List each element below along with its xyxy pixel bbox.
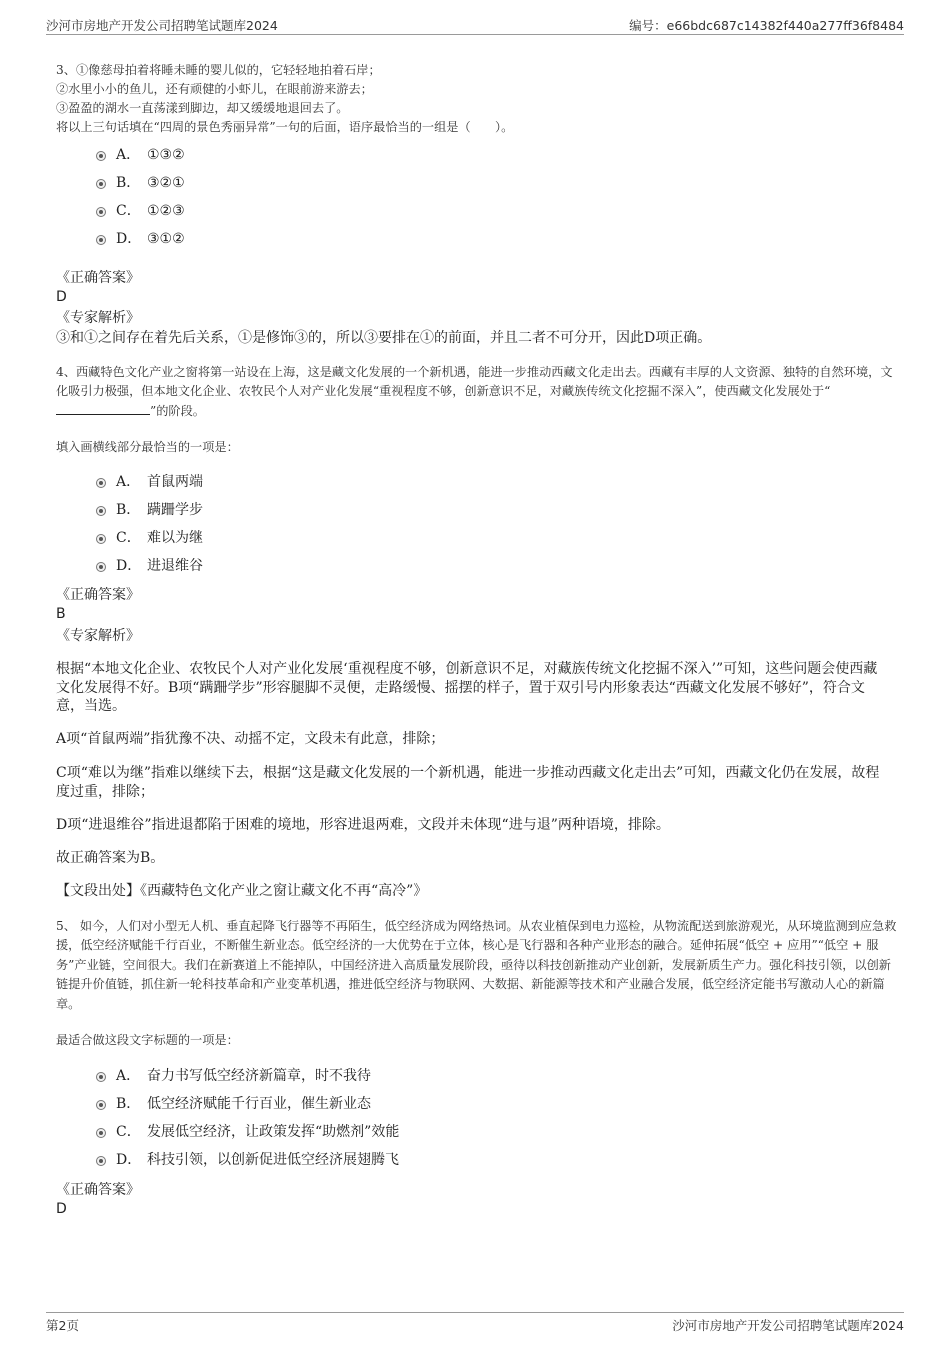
option-text: 进退维谷 bbox=[147, 558, 203, 574]
q4-answer-label: 《正确答案》 bbox=[56, 587, 140, 603]
footer-title: 沙河市房地产开发公司招聘笔试题库2024 bbox=[672, 1318, 904, 1333]
option-letter: A． bbox=[116, 474, 141, 490]
radio-icon[interactable] bbox=[96, 1156, 106, 1166]
option-text: 低空经济赋能千行百业，催生新业态 bbox=[147, 1096, 371, 1112]
document-code: 编号：e66bdc687c14382f440a277ff36f8484 bbox=[629, 18, 904, 33]
page-header bbox=[46, 16, 904, 35]
radio-icon[interactable] bbox=[96, 1100, 106, 1110]
option-letter: D． bbox=[116, 1152, 142, 1168]
q3-line-1: 3、①像慈母拍着将睡未睡的婴儿似的，它轻轻地拍着石岸； bbox=[56, 63, 381, 77]
q4-source: 【文段出处】《西藏特色文化产业之窗让藏文化不再“高冷”》 bbox=[56, 883, 428, 899]
option-text: 奋力书写低空经济新篇章，时不我待 bbox=[147, 1068, 371, 1084]
option-letter: C． bbox=[116, 203, 141, 219]
option-text: 蹒跚学步 bbox=[147, 502, 203, 518]
page-number: 第2页 bbox=[46, 1318, 79, 1333]
option-letter: B． bbox=[116, 502, 141, 518]
option-letter: A． bbox=[116, 147, 141, 163]
q5-passage: 5、 如今，人们对小型无人机、垂直起降飞行器等不再陌生，低空经济成为网络热词。从农业植保到电力巡检，从物流配送到旅游观光，从环境监测到应急救援，低空经济赋能千行百业，不断催生新业态。低空经济的一大优势在于立体，核心是飞行器和各种产业形态的融合。延伸拓展“低空 + 应用”“低空 + 服务”产业链，空间很大。我们在新赛道上不能掉队，中国经济进入高质量发展阶段，亟待以科技创新推动产业创新，发展新质生产力。强化科技引领，以创新链提升价值链，抓住新一轮科技革命和产业变革机遇，推进低空经济与物联网、大数据、新能源等技术和产业融合发展，低空经济定能书写激动人心的新篇章。 bbox=[56, 919, 897, 1011]
page-footer bbox=[46, 1312, 904, 1333]
option-letter: C． bbox=[116, 1124, 141, 1140]
option-text: ①②③ bbox=[147, 203, 185, 219]
q4-analysis-paragraph: C项“难以为继”指难以继续下去，根据“这是藏文化发展的一个新机遇，能进一步推动西藏文化走出去”可知，西藏文化仍在发展，故程度过重，排除； bbox=[56, 765, 880, 800]
option-letter: B． bbox=[116, 1096, 141, 1112]
q4-prompt: 填入画横线部分最恰当的一项是： bbox=[56, 440, 239, 454]
q3-analysis-label: 《专家解析》 bbox=[56, 310, 140, 326]
option-text: ③①② bbox=[147, 231, 185, 247]
q4-passage-after: ”的阶段。 bbox=[150, 403, 205, 418]
radio-icon[interactable] bbox=[96, 207, 106, 217]
radio-icon[interactable] bbox=[96, 562, 106, 572]
radio-icon[interactable] bbox=[96, 179, 106, 189]
q4-passage-before: 4、西藏特色文化产业之窗将第一站设在上海，这是藏文化发展的一个新机遇，能进一步推动西藏文化走出去。西藏有丰厚的人文资源、独特的自然环境，文化吸引力极强，但本地文化企业、农牧民个人对产业化发展“重视程度不够，创新意识不足，对藏族传统文化挖掘不深入”，使西藏文化发展处于“ bbox=[56, 365, 893, 399]
q3-answer: D bbox=[56, 289, 67, 305]
radio-icon[interactable] bbox=[96, 1128, 106, 1138]
q4-analysis-label: 《专家解析》 bbox=[56, 628, 140, 644]
q3-question: 将以上三句话填在“四周的景色秀丽异常”一句的后面，语序最恰当的一组是（ ）。 bbox=[56, 120, 514, 134]
radio-icon[interactable] bbox=[96, 235, 106, 245]
option-letter: D． bbox=[116, 558, 142, 574]
q4-passage bbox=[56, 363, 898, 421]
q3-line-2: ②水里小小的鱼儿，还有顽健的小虾儿，在眼前游来游去； bbox=[56, 82, 373, 96]
q4-answer: B bbox=[56, 606, 66, 622]
option-text: ③②① bbox=[147, 175, 185, 191]
option-letter: B． bbox=[116, 175, 141, 191]
radio-icon[interactable] bbox=[96, 534, 106, 544]
option-text: 发展低空经济，让政策发挥“助燃剂”效能 bbox=[147, 1124, 400, 1140]
option-text: 难以为继 bbox=[147, 530, 203, 546]
radio-icon[interactable] bbox=[96, 1072, 106, 1082]
q5-answer: D bbox=[56, 1201, 67, 1217]
q4-analysis-paragraph: 根据“本地文化企业、农牧民个人对产业化发展‘重视程度不够，创新意识不足，对藏族传统文化挖掘不深入’”可知，这些问题会使西藏文化发展得不好。B项“蹒跚学步”形容腿脚不灵便，走路缓慢、摇摆的样子，置于双引号内形象表达“西藏文化发展不够好”，符合文意，当选。 bbox=[56, 661, 878, 714]
header-title: 沙河市房地产开发公司招聘笔试题库2024 bbox=[46, 18, 278, 33]
q3-answer-label: 《正确答案》 bbox=[56, 270, 140, 286]
radio-icon[interactable] bbox=[96, 151, 106, 161]
q3-analysis: ③和①之间存在着先后关系，①是修饰③的，所以③要排在①的前面，并且二者不可分开，因此D项正确。 bbox=[56, 330, 712, 346]
option-letter: A． bbox=[116, 1068, 141, 1084]
option-text: 首鼠两端 bbox=[147, 474, 203, 490]
radio-icon[interactable] bbox=[96, 478, 106, 488]
option-text: ①③② bbox=[147, 147, 185, 163]
q4-analysis-paragraph: D项“进退维谷”指进退都陷于困难的境地，形容进退两难，文段并未体现“进与退”两种语境，排除。 bbox=[56, 817, 670, 833]
radio-icon[interactable] bbox=[96, 506, 106, 516]
q4-analysis-paragraph: 故正确答案为B。 bbox=[56, 850, 165, 866]
option-letter: D． bbox=[116, 231, 142, 247]
q5-prompt: 最适合做这段文字标题的一项是： bbox=[56, 1033, 239, 1047]
option-letter: C． bbox=[116, 530, 141, 546]
answer-blank bbox=[56, 402, 150, 415]
q5-answer-label: 《正确答案》 bbox=[56, 1182, 140, 1198]
q3-line-3: ③盈盈的湖水一直荡漾到脚边，却又缓缓地退回去了。 bbox=[56, 101, 349, 115]
q4-analysis-paragraph: A项“首鼠两端”指犹豫不决、动摇不定，文段未有此意，排除； bbox=[56, 731, 445, 747]
option-text: 科技引领，以创新促进低空经济展翅腾飞 bbox=[147, 1152, 399, 1168]
